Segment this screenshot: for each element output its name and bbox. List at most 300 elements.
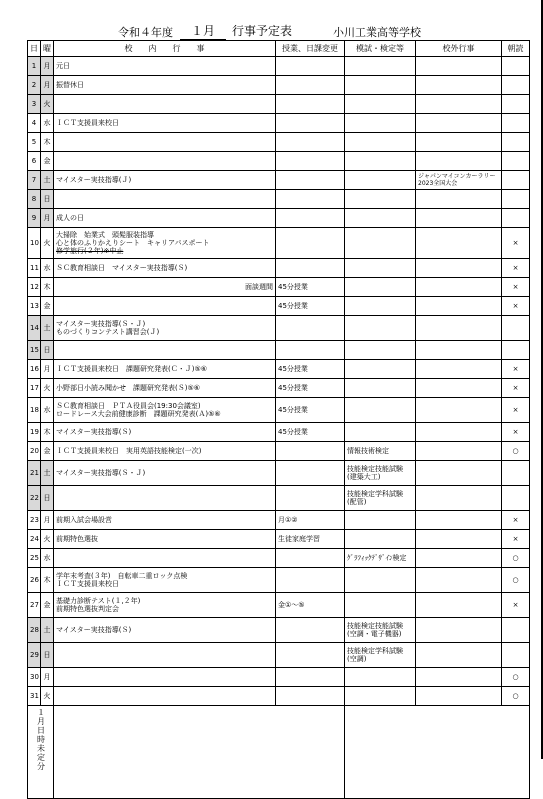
class-change [276, 643, 345, 668]
weekday: 木 [41, 423, 54, 442]
outside-event [416, 687, 502, 706]
exam-cell [345, 379, 416, 398]
event-line: ＳＣ教育相談日 ＰＴＡ役員会(19:30会議室) [56, 402, 201, 410]
event-line: 学年末考査(３年) 自転車二重ロック点検 [56, 572, 188, 580]
day-row [28, 341, 530, 360]
class-change [276, 668, 345, 687]
weekday: 金 [41, 152, 54, 171]
outside-event [416, 278, 502, 297]
event-line: ものづくりコンテスト講習会(Ｊ) [56, 328, 160, 336]
day-row [28, 95, 530, 114]
exam-line: 技能検定学科試験 [347, 490, 403, 498]
class-change [276, 442, 345, 461]
weekday: 木 [41, 278, 54, 297]
weekday: 月 [41, 668, 54, 687]
day-number: 29 [28, 643, 41, 668]
exam-line: (建築大工) [347, 473, 381, 481]
undecided-area [54, 706, 345, 799]
day-number: 5 [28, 133, 41, 152]
outside-event [416, 228, 502, 259]
day-row [28, 259, 530, 278]
morning-reading-mark: ○ [502, 568, 530, 593]
outside-event [416, 486, 502, 511]
class-change [276, 209, 345, 228]
outside-event [416, 668, 502, 687]
weekday: 火 [41, 228, 54, 259]
day-row [28, 511, 530, 530]
day-row [28, 297, 530, 316]
col-outside: 校外行事 [416, 41, 502, 57]
morning-reading-mark: ○ [502, 687, 530, 706]
morning-reading-mark [502, 190, 530, 209]
class-change [276, 114, 345, 133]
class-change [276, 568, 345, 593]
weekday: 月 [41, 209, 54, 228]
day-number: 11 [28, 259, 41, 278]
school-event [54, 171, 276, 190]
exam-line: 技能検定技能試験 [347, 465, 403, 473]
class-change: 金①～⑤ [276, 593, 345, 618]
school-event [54, 360, 276, 379]
day-row [28, 461, 530, 486]
class-change: 45分授業 [276, 360, 345, 379]
school-event [54, 133, 276, 152]
school-event [54, 423, 276, 442]
day-number: 28 [28, 618, 41, 643]
class-change [276, 228, 345, 259]
weekday: 金 [41, 442, 54, 461]
weekday: 日 [41, 643, 54, 668]
school-event [54, 687, 276, 706]
class-change: 45分授業 [276, 297, 345, 316]
day-number: 14 [28, 316, 41, 341]
undecided-row [28, 706, 530, 799]
class-change: 月①② [276, 511, 345, 530]
outside-event [416, 643, 502, 668]
class-change [276, 486, 345, 511]
class-change [276, 259, 345, 278]
morning-reading-mark [502, 316, 530, 341]
outside-event [416, 76, 502, 95]
day-row [28, 486, 530, 511]
day-row [28, 152, 530, 171]
day-number: 23 [28, 511, 41, 530]
class-change [276, 618, 345, 643]
weekday: 火 [41, 687, 54, 706]
day-number: 6 [28, 152, 41, 171]
morning-reading-mark: ○ [502, 668, 530, 687]
day-number: 31 [28, 687, 41, 706]
weekday: 水 [41, 398, 54, 423]
school-event [54, 668, 276, 687]
outside-event [416, 57, 502, 76]
class-change: 45分授業 [276, 379, 345, 398]
school-event [54, 341, 276, 360]
school-event [54, 461, 276, 486]
day-row [28, 171, 530, 190]
col-morning-reading: 朝読 [502, 41, 530, 57]
exam-cell [345, 76, 416, 95]
exam-cell [345, 461, 416, 486]
outside-event [416, 259, 502, 278]
exam-line: 技能検定学科試験 [347, 647, 403, 655]
header-row [28, 41, 530, 57]
event-line: ＩＣＴ支援員来校日 [56, 580, 119, 588]
event-line: ロードレース大会前健康診断 課題研究発表(Ａ)⑤⑥ [56, 410, 221, 418]
exam-cell [345, 341, 416, 360]
outside-event [416, 530, 502, 549]
weekday: 月 [41, 76, 54, 95]
exam-line: ｸﾞﾗﾌｨｯｸﾃﾞｻﾞｲﾝ検定 [347, 554, 407, 562]
class-change: 生徒家庭学習 [276, 530, 345, 549]
outside-event [416, 398, 502, 423]
exam-cell [345, 549, 416, 568]
day-number: 9 [28, 209, 41, 228]
class-change: 45分授業 [276, 278, 345, 297]
weekday: 月 [41, 360, 54, 379]
day-row [28, 618, 530, 643]
undecided-label: １月日時未定分 [36, 708, 46, 771]
day-row [28, 360, 530, 379]
event-line: マイスター実技指導(Ｊ) [56, 176, 132, 184]
outside-event [416, 618, 502, 643]
day-number: 16 [28, 360, 41, 379]
event-line: 前期特色選抜 [56, 535, 98, 543]
morning-reading-mark [502, 152, 530, 171]
morning-reading-mark: × [502, 398, 530, 423]
class-change [276, 133, 345, 152]
school-event [54, 568, 276, 593]
school-event [54, 278, 276, 297]
school-event [54, 190, 276, 209]
exam-cell [345, 687, 416, 706]
schedule-table [27, 40, 530, 799]
day-row [28, 423, 530, 442]
outside-event [416, 341, 502, 360]
day-number: 2 [28, 76, 41, 95]
event-line: ＩＣＴ支援員来校日 [56, 119, 119, 127]
class-change: 45分授業 [276, 398, 345, 423]
morning-reading-mark [502, 171, 530, 190]
school-event [54, 57, 276, 76]
event-line: ＩＣＴ支援員来校日 課題研究発表(Ｃ・Ｊ)⑤⑥ [56, 365, 208, 373]
exam-cell [345, 618, 416, 643]
exam-cell [345, 297, 416, 316]
morning-reading-mark: × [502, 593, 530, 618]
col-exams: 模試・検定等 [345, 41, 416, 57]
weekday: 水 [41, 549, 54, 568]
day-number: 4 [28, 114, 41, 133]
outside-event: ジャパンマイコンカーラリー2023全国大会 [416, 171, 502, 190]
day-number: 1 [28, 57, 41, 76]
day-number: 10 [28, 228, 41, 259]
outside-event [416, 152, 502, 171]
weekday: 土 [41, 171, 54, 190]
event-line: マイスター実技指導(Ｓ) [56, 626, 132, 634]
event-line: 面談週間 [245, 283, 273, 291]
exam-cell [345, 568, 416, 593]
morning-reading-mark: × [502, 259, 530, 278]
weekday: 水 [41, 114, 54, 133]
school-event [54, 228, 276, 259]
event-line: 修学旅行(２年)※中止 [56, 247, 124, 255]
morning-reading-mark [502, 209, 530, 228]
exam-cell [345, 442, 416, 461]
morning-reading-mark: × [502, 297, 530, 316]
event-line: マイスター実技指導(Ｓ・Ｊ) [56, 320, 146, 328]
day-number: 21 [28, 461, 41, 486]
morning-reading-mark [502, 76, 530, 95]
exam-cell [345, 530, 416, 549]
school-event [54, 297, 276, 316]
event-line: ＳＣ教育相談日 マイスター実技指導(Ｓ) [56, 264, 188, 272]
day-row [28, 57, 530, 76]
day-number: 26 [28, 568, 41, 593]
outside-event [416, 423, 502, 442]
day-row [28, 643, 530, 668]
event-line: 前期入試会場設営 [56, 516, 112, 524]
day-row [28, 530, 530, 549]
weekday: 水 [41, 259, 54, 278]
outside-event [416, 379, 502, 398]
day-row [28, 379, 530, 398]
school-event [54, 76, 276, 95]
exam-cell [345, 57, 416, 76]
morning-reading-mark [502, 618, 530, 643]
outside-event [416, 360, 502, 379]
event-line: 振替休日 [56, 81, 84, 89]
exam-cell [345, 593, 416, 618]
weekday: 火 [41, 95, 54, 114]
morning-reading-mark: × [502, 278, 530, 297]
day-number: 20 [28, 442, 41, 461]
day-number: 13 [28, 297, 41, 316]
undecided-area-right [345, 706, 530, 799]
day-row [28, 76, 530, 95]
weekday: 木 [41, 133, 54, 152]
event-line: マイスター実技指導(Ｓ・Ｊ) [56, 469, 146, 477]
class-change [276, 341, 345, 360]
outside-event [416, 316, 502, 341]
day-row [28, 133, 530, 152]
weekday: 日 [41, 341, 54, 360]
exam-cell [345, 486, 416, 511]
day-row [28, 114, 530, 133]
morning-reading-mark [502, 461, 530, 486]
outside-event [416, 297, 502, 316]
school-event [54, 259, 276, 278]
school-event [54, 398, 276, 423]
day-row [28, 190, 530, 209]
day-number: 25 [28, 549, 41, 568]
class-change [276, 461, 345, 486]
outside-event [416, 133, 502, 152]
day-number: 27 [28, 593, 41, 618]
weekday: 金 [41, 593, 54, 618]
day-number: 15 [28, 341, 41, 360]
morning-reading-mark [502, 341, 530, 360]
weekday: 火 [41, 530, 54, 549]
weekday: 金 [41, 297, 54, 316]
class-change: 45分授業 [276, 423, 345, 442]
morning-reading-mark: × [502, 423, 530, 442]
school-event [54, 511, 276, 530]
event-line: 成人の日 [56, 214, 84, 222]
day-number: 24 [28, 530, 41, 549]
day-row [28, 668, 530, 687]
morning-reading-mark: ○ [502, 549, 530, 568]
school-event [54, 209, 276, 228]
col-class-changes: 授業、日課変更 [276, 41, 345, 57]
outside-event [416, 593, 502, 618]
school-event [54, 152, 276, 171]
event-line: マイスター実技指導(Ｓ) [56, 428, 132, 436]
class-change [276, 57, 345, 76]
morning-reading-mark: × [502, 379, 530, 398]
exam-cell [345, 171, 416, 190]
exam-cell [345, 228, 416, 259]
day-number: 3 [28, 95, 41, 114]
morning-reading-mark: × [502, 228, 530, 259]
class-change [276, 76, 345, 95]
col-school-events: 校 内 行 事 [54, 41, 276, 57]
outside-event [416, 461, 502, 486]
school-event [54, 379, 276, 398]
day-number: 19 [28, 423, 41, 442]
morning-reading-mark [502, 57, 530, 76]
event-line: 小野部日小読み聞かせ 課題研究発表(Ｓ)⑤⑥ [56, 384, 201, 392]
school-event [54, 486, 276, 511]
morning-reading-mark: × [502, 360, 530, 379]
day-number: 17 [28, 379, 41, 398]
school-event [54, 316, 276, 341]
weekday: 月 [41, 511, 54, 530]
exam-cell [345, 95, 416, 114]
exam-line: 情報技術検定 [347, 447, 389, 455]
exam-cell [345, 360, 416, 379]
class-change [276, 549, 345, 568]
outside-event [416, 549, 502, 568]
weekday: 月 [41, 57, 54, 76]
morning-reading-mark: ○ [502, 442, 530, 461]
outside-event [416, 568, 502, 593]
class-change [276, 190, 345, 209]
page-title: 行事予定表 [232, 24, 293, 38]
exam-cell [345, 511, 416, 530]
col-day: 日 [28, 41, 41, 57]
outside-event [416, 114, 502, 133]
header [0, 22, 543, 40]
weekday: 木 [41, 568, 54, 593]
exam-cell [345, 423, 416, 442]
school-event [54, 530, 276, 549]
day-row [28, 549, 530, 568]
exam-cell [345, 133, 416, 152]
exam-cell [345, 259, 416, 278]
outside-event [416, 209, 502, 228]
weekday: 土 [41, 618, 54, 643]
school-event [54, 643, 276, 668]
weekday: 火 [41, 379, 54, 398]
class-change [276, 687, 345, 706]
morning-reading-mark [502, 114, 530, 133]
outside-event [416, 442, 502, 461]
weekday: 土 [41, 316, 54, 341]
day-row [28, 442, 530, 461]
school-name: 小川工業高等学校 [333, 26, 421, 39]
school-event [54, 549, 276, 568]
day-row [28, 209, 530, 228]
class-change [276, 171, 345, 190]
day-row [28, 398, 530, 423]
event-line: 元日 [56, 62, 70, 70]
morning-reading-mark [502, 95, 530, 114]
event-line: 前期特色選抜判定会 [56, 605, 119, 613]
morning-reading-mark: × [502, 511, 530, 530]
exam-line: 技能検定技能試験 [347, 622, 403, 630]
day-row [28, 278, 530, 297]
class-change [276, 152, 345, 171]
weekday: 日 [41, 190, 54, 209]
day-number: 8 [28, 190, 41, 209]
day-number: 22 [28, 486, 41, 511]
day-row [28, 687, 530, 706]
outside-event [416, 190, 502, 209]
exam-line: (空調) [347, 655, 367, 663]
exam-cell [345, 398, 416, 423]
day-row [28, 316, 530, 341]
weekday: 日 [41, 486, 54, 511]
exam-line: (空調・電子機器) [347, 630, 402, 638]
day-number: 18 [28, 398, 41, 423]
outside-event [416, 511, 502, 530]
class-change [276, 316, 345, 341]
exam-cell [345, 114, 416, 133]
fiscal-year: 令和４年度 [118, 26, 173, 39]
exam-cell [345, 209, 416, 228]
event-line: 大掃除 始業式 頭髪服装指導 [56, 231, 154, 239]
day-number: 30 [28, 668, 41, 687]
morning-reading-mark [502, 643, 530, 668]
school-event [54, 114, 276, 133]
school-event [54, 593, 276, 618]
event-line: ＩＣＴ支援員来校日 実用英語技能検定(一次) [56, 447, 202, 455]
morning-reading-mark: × [502, 530, 530, 549]
col-weekday: 曜 [41, 41, 54, 57]
day-row [28, 228, 530, 259]
morning-reading-mark [502, 486, 530, 511]
school-event [54, 95, 276, 114]
day-number: 12 [28, 278, 41, 297]
event-line: 基礎力診断テスト(１,２年) [56, 597, 141, 605]
exam-cell [345, 643, 416, 668]
exam-line: (配管) [347, 498, 367, 506]
morning-reading-mark [502, 133, 530, 152]
day-number: 7 [28, 171, 41, 190]
weekday: 土 [41, 461, 54, 486]
exam-cell [345, 668, 416, 687]
class-change [276, 95, 345, 114]
exam-cell [345, 152, 416, 171]
month: １月 [180, 22, 226, 40]
exam-cell [345, 190, 416, 209]
event-line: 心と体のふりかえりシート キャリアパスポート [56, 239, 210, 247]
outside-event [416, 95, 502, 114]
school-event [54, 442, 276, 461]
day-row [28, 568, 530, 593]
day-row [28, 593, 530, 618]
exam-cell [345, 316, 416, 341]
